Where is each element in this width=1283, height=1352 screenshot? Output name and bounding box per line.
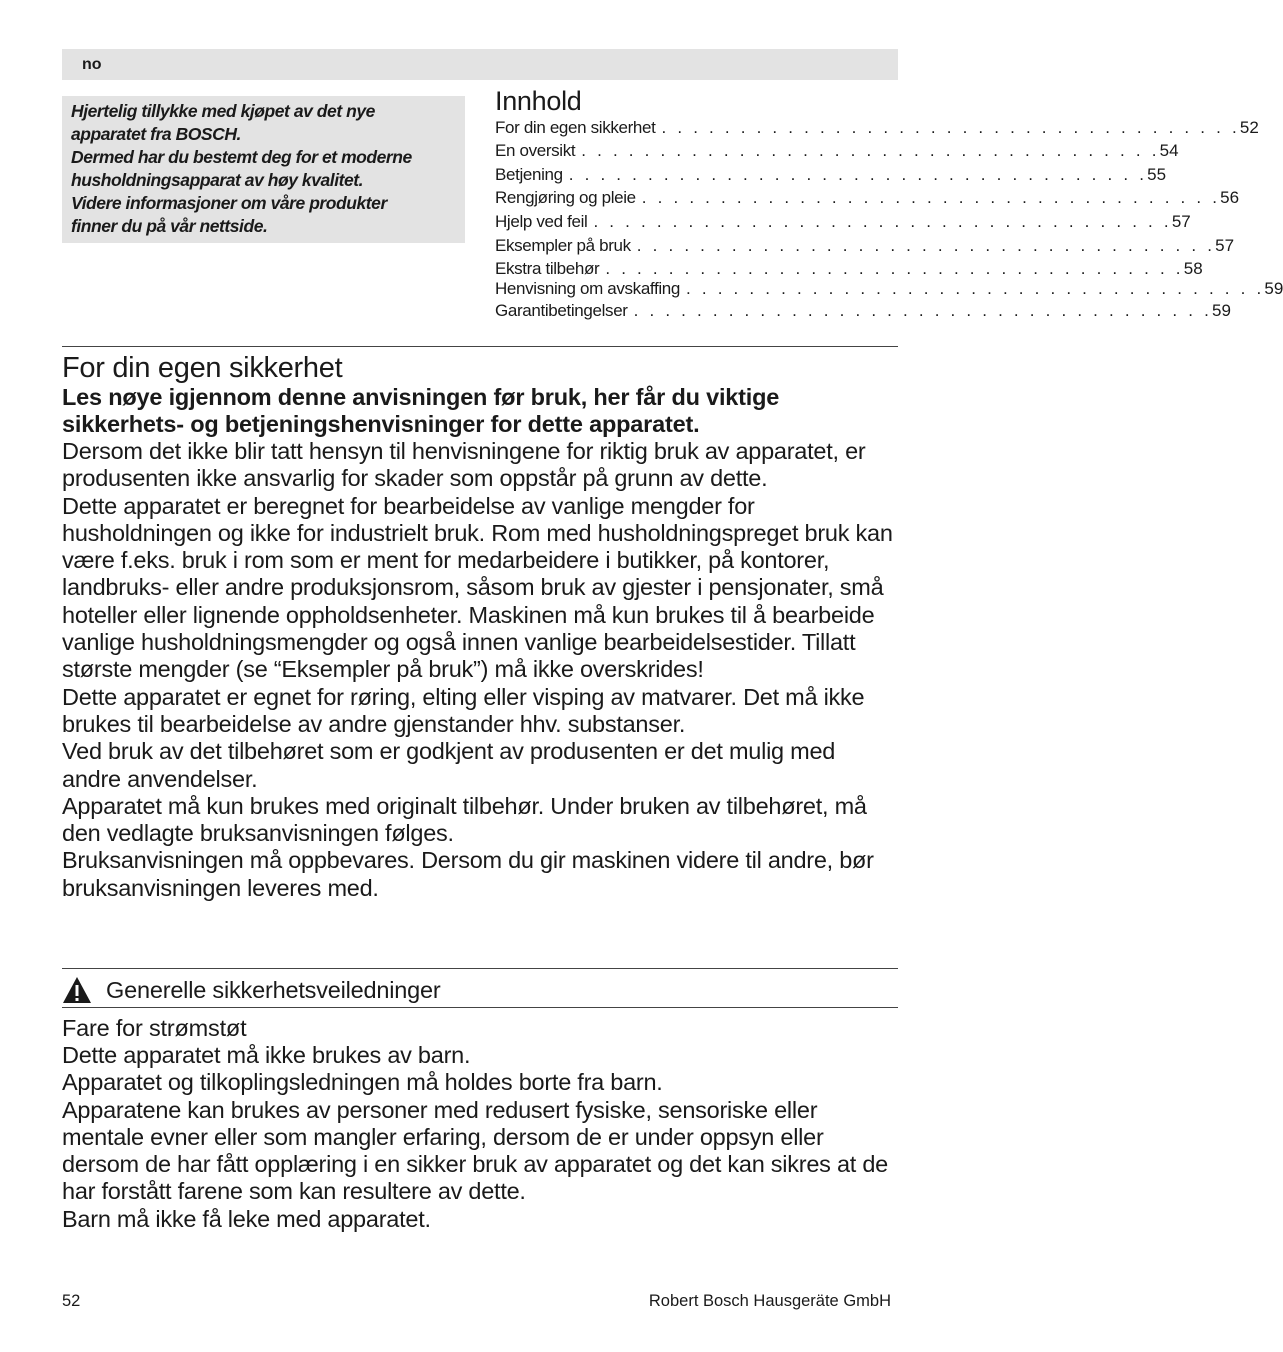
toc-item-label: For din egen sikkerhet (495, 118, 656, 137)
intro-line: Hjertelig tillykke med kjøpet av det nye (71, 101, 375, 121)
toc-leader: . . . . . . . . . . . . . . . . . . . . . . . . . . . . . . . . . . . . . (641, 188, 1221, 207)
toc-item-label: Ekstra tilbehør (495, 259, 600, 278)
toc-item[interactable] (495, 117, 1259, 139)
section-lead: Les nøye igjennom denne anvisningen før bruk, her får du viktige sikkerhets- og betjeningshenvisninger for dette apparatet. (62, 384, 780, 437)
toc-item-label: Rengjøring og pleie (495, 188, 636, 207)
section-divider (62, 346, 898, 347)
toc-item-label: Henvisning om avskaffing (495, 279, 681, 298)
toc-title: Innhold (495, 86, 582, 116)
intro-line: apparatet fra BOSCH. (71, 124, 241, 144)
body-paragraph: Apparatet og tilkoplingsledningen må holdes borte fra barn. (62, 1069, 663, 1096)
body-paragraph: Barn må ikke få leke med apparatet. (62, 1205, 431, 1232)
toc-item[interactable] (495, 140, 1179, 162)
body-paragraph: Apparatene kan brukes av personer med redusert fysiske, sensoriske eller mentale evner eller som mangler erfaring, dersom de er under oppsyn eller dersom de har fått opplæring i en sikker bruk av apparatet og det kan sikres at de har forstått farene som kan resultere av dette. (62, 1096, 888, 1205)
toc-item[interactable] (495, 211, 1191, 233)
table-of-contents (495, 84, 1283, 320)
toc-item-page: 55 (1147, 165, 1167, 184)
toc-item-label: Garantibetingelser (495, 301, 628, 320)
body-paragraph: Dersom det ikke blir tatt hensyn til henvisningene for riktig bruk av apparatet, er produsenten ikke ansvarlig for skader som oppstår på grunn av dette. (62, 438, 866, 492)
warning-heading-text: Generelle sikkerhetsveiledninger (106, 976, 441, 1003)
body-paragraph: Dette apparatet er beregnet for bearbeidelse av vanlige mengder for husholdningen og ikke for industrielt bruk. Rom med husholdningspreget bruk kan være f.eks. bruk i rom som er ment for medarbeidere i butikker, på kontorer, landbruks- eller andre produksjonsrom, såsom bruk av gjester i pensjonater, små hoteller eller lignende oppholdsenheter. Maskinen må kun brukes til å bearbeide vanlige husholdningsmengder og også innen vanlige bearbeidelsestider. Tillatt største mengder (se “Eksempler på bruk”) må ikke overskrides! (62, 492, 893, 683)
toc-leader: . . . . . . . . . . . . . . . . . . . . . . . . . . . . . . . . . . . . . (605, 259, 1184, 278)
toc-item-page: 58 (1183, 259, 1203, 278)
toc-item-page: 59 (1264, 279, 1283, 298)
toc-leader: . . . . . . . . . . . . . . . . . . . . . . . . . . . . . . . . . . . . . (581, 141, 1160, 160)
toc-item[interactable] (495, 235, 1235, 257)
company-name: Robert Bosch Hausgeräte GmbH (648, 1292, 891, 1310)
intro-line: Videre informasjoner om våre produkter (71, 193, 387, 213)
warning-triangle-icon (62, 976, 92, 1004)
page-number: 52 (62, 1292, 81, 1310)
toc-item[interactable] (495, 258, 1203, 280)
toc-leader: . . . . . . . . . . . . . . . . . . . . . . . . . . . . . . . . . . . . . (633, 301, 1213, 320)
language-bar (62, 49, 898, 80)
toc-item-page: 52 (1239, 118, 1259, 137)
intro-line: finner du på vår nettside. (71, 216, 268, 236)
warning-heading (62, 975, 441, 1005)
toc-item-label: En oversikt (495, 141, 576, 160)
toc-item-label: Hjelp ved feil (495, 212, 588, 231)
toc-item[interactable] (495, 164, 1167, 186)
toc-item-page: 57 (1171, 212, 1191, 231)
body-paragraph: Apparatet må kun brukes med originalt tilbehør. Under bruken av tilbehøret, må den vedlagte bruksanvisningen følges. (62, 792, 867, 847)
body-paragraph: Bruksanvisningen må oppbevares. Dersom du gir maskinen videre til andre, bør bruksanvisningen leveres med. (62, 847, 874, 901)
toc-leader: . . . . . . . . . . . . . . . . . . . . . . . . . . . . . . . . . . . . . (661, 118, 1240, 137)
toc-leader: . . . . . . . . . . . . . . . . . . . . . . . . . . . . . . . . . . . . . (593, 212, 1172, 231)
toc-item-page: 54 (1159, 141, 1179, 160)
section-title: For din egen sikkerhet (62, 352, 343, 384)
toc-item-page: 56 (1220, 188, 1240, 207)
toc-item-label: Eksempler på bruk (495, 236, 631, 255)
intro-box (62, 96, 465, 243)
toc-item-page: 57 (1215, 236, 1235, 255)
intro-line: husholdningsapparat av høy kvalitet. (71, 170, 364, 190)
general-body (62, 1042, 898, 1233)
hazard-subtitle: Fare for strømstøt (62, 1015, 247, 1041)
body-paragraph: Dette apparatet er egnet for røring, elting eller visping av matvarer. Det må ikke brukes til bearbeidelse av andre gjenstander hhv. substanser. (62, 683, 865, 737)
toc-leader: . . . . . . . . . . . . . . . . . . . . . . . . . . . . . . . . . . . . . (636, 236, 1216, 255)
section-divider (62, 1007, 898, 1008)
toc-item[interactable] (495, 300, 1231, 322)
toc-leader: . . . . . . . . . . . . . . . . . . . . . . . . . . . . . . . . . . . . . (568, 165, 1148, 184)
body-paragraph: Dette apparatet må ikke brukes av barn. (62, 1042, 471, 1068)
toc-leader: . . . . . . . . . . . . . . . . . . . . . . . . . . . . . . . . . . . . . (686, 279, 1265, 298)
section-divider (62, 968, 898, 969)
toc-item-page: 59 (1212, 301, 1231, 320)
toc-item[interactable] (495, 187, 1240, 209)
intro-line: Dermed har du bestemt deg for et moderne (71, 147, 412, 167)
language-code: no (82, 56, 102, 73)
body-paragraph: Ved bruk av det tilbehøret som er godkjent av produsenten er det mulig med andre anvendelser. (62, 738, 836, 792)
toc-item-label: Betjening (495, 165, 563, 184)
safety-body (62, 438, 898, 902)
toc-item[interactable] (495, 278, 1283, 300)
